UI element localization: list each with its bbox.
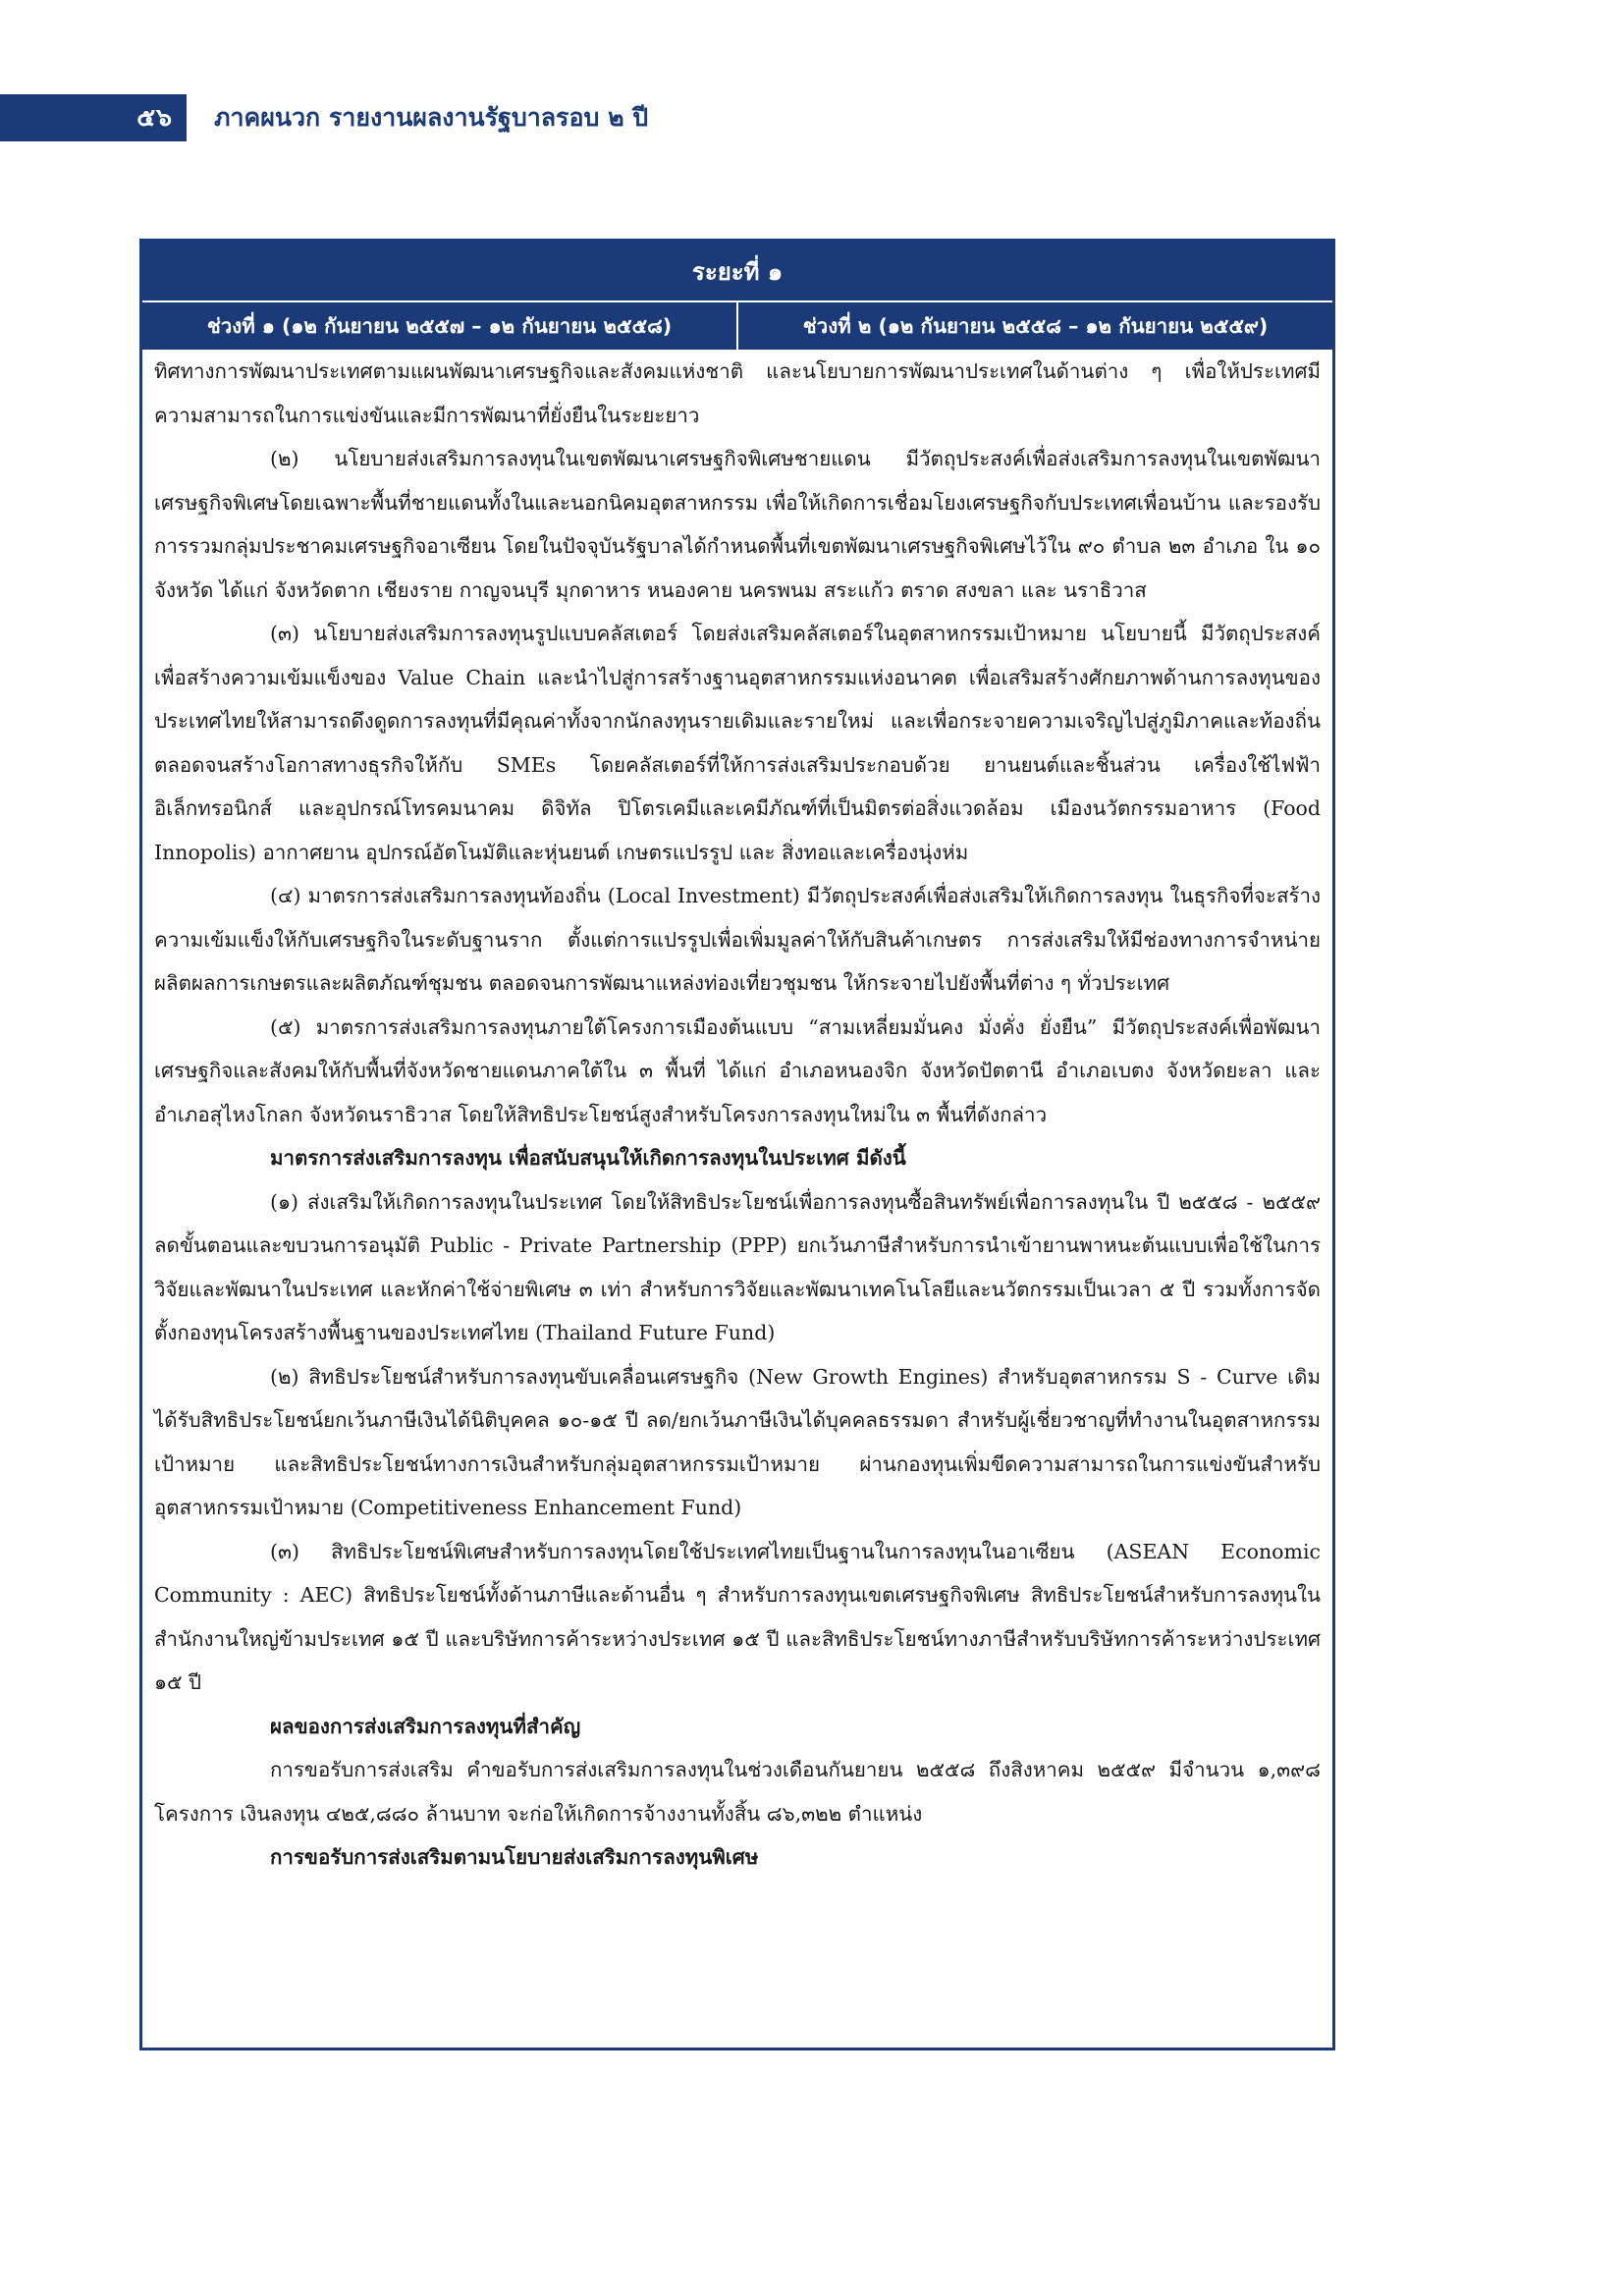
paragraph-cluster-policy: (๓) นโยบายส่งเสริมการลงทุนรูปแบบคลัสเตอร์ โดยส่งเสริมคลัสเตอร์ในอุตสาหกรรมเป้าหมาย นโยบายนี้ มีวัตถุประสงค์เพื่อสร้างความเข้มแข็งของ Value Chain และนำไปสู่การสร้างฐานอุตสาหกรรมแห่งอนาคต เพื่อเสริมสร้างศักยภาพด้านการลงทุนของประเทศไทยให้สามารถดึงดูดการลงทุนที่มีคุณค่าทั้งจากนักลงทุนรายเดิมและรายใหม่ และเพื่อกระจายความเจริญไปสู่ภูมิภาคและท้องถิ่น ตลอดจนสร้างโอกาสทางธุรกิจให้กับ SMEs โดยคลัสเตอร์ที่ให้การส่งเสริมประกอบด้วย ยานยนต์และชิ้นส่วน เครื่องใช้ไฟฟ้า อิเล็กทรอนิกส์ และอุปกรณ์โทรคมนาคม ดิจิทัล ปิโตรเคมีและเคมีภัณฑ์ที่เป็นมิตรต่อสิ่งแวดล้อม เมืองนวัตกรรมอาหาร (Food Innopolis) อากาศยาน อุปกรณ์อัตโนมัติและหุ่นยนต์ เกษตรแปรรูป และ สิ่งทอและเครื่องนุ่งห่ม (154, 622, 1321, 864)
paragraph-continuation: ทิศทางการพัฒนาประเทศตามแผนพัฒนาเศรษฐกิจและสังคมแห่งชาติ และนโยบายการพัฒนาประเทศในด้านต่าง ๆ เพื่อให้ประเทศมีความสามารถในการแข่งขันและมีการพัฒนาที่ยั่งยืนในระยะยาว (154, 359, 1321, 427)
heading-investment-results: ผลของการส่งเสริมการลงทุนที่สำคัญ (270, 1714, 581, 1738)
heading-special-policy-applications: การขอรับการส่งเสริมตามนโยบายส่งเสริมการลงทุนพิเศษ (270, 1845, 759, 1869)
period-2-header (736, 302, 1332, 350)
page-number-band (0, 94, 187, 141)
page-header-title: ภาคผนวก รายงานผลงานรัฐบาลรอบ ๒ ปี (214, 103, 649, 132)
heading-investment-measures: มาตรการส่งเสริมการลงทุน เพื่อสนับสนุนให้เกิดการลงทุนในประเทศ มีดังนี้ (270, 1146, 906, 1170)
content-table (139, 239, 1335, 2050)
paragraph-applications: การขอรับการส่งเสริม คำขอรับการส่งเสริมการลงทุนในช่วงเดือนกันยายน ๒๕๕๘ ถึงสิงหาคม ๒๕๕๙ มีจำนวน ๑,๓๙๘ โครงการ เงินลงทุน ๔๒๕,๘๘๐ ล้านบาท จะก่อให้เกิดการจ้างงานทั้งสิ้น ๘๖,๓๒๒ ตำแหน่ง (154, 1758, 1321, 1826)
period-1-label: ช่วงที่ ๑ (๑๒ กันยายน ๒๕๕๗ – ๑๒ กันยายน ๒๕๕๘) (206, 313, 673, 338)
paragraph-new-growth-engines: (๒) สิทธิประโยชน์สำหรับการลงทุนขับเคลื่อนเศรษฐกิจ (New Growth Engines) สำหรับอุตสาหกรรม S - Curve เดิม ได้รับสิทธิประโยชน์ยกเว้นภาษีเงินได้นิติบุคคล ๑๐-๑๕ ปี ลด/ยกเว้นภาษีเงินได้บุคคลธรรมดา สำหรับผู้เชี่ยวชาญที่ทำงานในอุตสาหกรรมเป้าหมาย และสิทธิประโยชน์ทางการเงินสำหรับกลุ่มอุตสาหกรรมเป้าหมาย ผ่านกองทุนเพิ่มขีดความสามารถในการแข่งขันสำหรับอุตสาหกรรมเป้าหมาย (Competitiveness Enhancement Fund) (154, 1364, 1321, 1519)
phase-label: ระยะที่ ๑ (691, 257, 784, 286)
period-2-label: ช่วงที่ ๒ (๑๒ กันยายน ๒๕๕๘ – ๑๒ กันยายน ๒๕๕๙) (802, 313, 1269, 338)
page-number: ๕๖ (136, 103, 173, 132)
period-header-row (142, 302, 1332, 350)
paragraph-border-sez-policy: (๒) นโยบายส่งเสริมการลงทุนในเขตพัฒนาเศรษฐกิจพิเศษชายแดน มีวัตถุประสงค์เพื่อส่งเสริมการลงทุนในเขตพัฒนาเศรษฐกิจพิเศษโดยเฉพาะพื้นที่ชายแดนทั้งในและนอกนิคมอุตสาหกรรม เพื่อให้เกิดการเชื่อมโยงเศรษฐกิจกับประเทศเพื่อนบ้าน และรองรับการรวมกลุ่มประชาคมเศรษฐกิจอาเซียน โดยในปัจจุบันรัฐบาลได้กำหนดพื้นที่เขตพัฒนาเศรษฐกิจพิเศษไว้ใน ๙๐ ตำบล ๒๓ อำเภอ ใน ๑๐ จังหวัด ได้แก่ จังหวัดตาก เชียงราย กาญจนบุรี มุกดาหาร หนองคาย นครพนม สระแก้ว ตราด สงขลา และ นราธิวาส (154, 447, 1321, 602)
paragraph-asean-base: (๓) สิทธิประโยชน์พิเศษสำหรับการลงทุนโดยใช้ประเทศไทยเป็นฐานในการลงทุนในอาเซียน (ASEAN Economic Community : AEC) สิทธิประโยชน์ทั้งด้านภาษีและด้านอื่น ๆ สำหรับการลงทุนเขตเศรษฐกิจพิเศษ สิทธิประโยชน์สำหรับการลงทุนในสำนักงานใหญ่ข้ามประเทศ ๑๕ ปี และบริษัทการค้าระหว่างประเทศ ๑๕ ปี และสิทธิประโยชน์ทางภาษีสำหรับบริษัทการค้าระหว่างประเทศ ๑๕ ปี (154, 1539, 1321, 1694)
table-body (142, 350, 1332, 1880)
phase-header (142, 242, 1332, 302)
paragraph-local-investment: (๔) มาตรการส่งเสริมการลงทุนท้องถิ่น (Local Investment) มีวัตถุประสงค์เพื่อส่งเสริมให้เกิดการลงทุน ในธุรกิจที่จะสร้างความเข้มแข็งให้กับเศรษฐกิจในระดับฐานราก ตั้งแต่การแปรรูปเพื่อเพิ่มมูลค่าให้กับสินค้าเกษตร การส่งเสริมให้มีช่องทางการจำหน่ายผลิตผลการเกษตรและผลิตภัณฑ์ชุมชน ตลอดจนการพัฒนาแหล่งท่องเที่ยวชุมชน ให้กระจายไปยังพื้นที่ต่าง ๆ ทั่วประเทศ (154, 884, 1321, 995)
paragraph-domestic-investment: (๑) ส่งเสริมให้เกิดการลงทุนในประเทศ โดยให้สิทธิประโยชน์เพื่อการลงทุนซื้อสินทรัพย์เพื่อการลงทุนใน ปี ๒๕๕๘ - ๒๕๕๙ ลดขั้นตอนและขบวนการอนุมัติ Public - Private Partnership (PPP) ยกเว้นภาษีสำหรับการนำเข้ายานพาหนะต้นแบบเพื่อใช้ในการวิจัยและพัฒนาในประเทศ และหักค่าใช้จ่ายพิเศษ ๓ เท่า สำหรับการวิจัยและพัฒนาเทคโนโลยีและนวัตกรรมเป็นเวลา ๕ ปี รวมทั้งการจัดตั้งกองทุนโครงสร้างพื้นฐานของประเทศไทย (Thailand Future Fund) (154, 1189, 1321, 1344)
period-1-header (142, 302, 736, 350)
paragraph-model-city: (๕) มาตรการส่งเสริมการลงทุนภายใต้โครงการเมืองต้นแบบ “สามเหลี่ยมมั่นคง มั่งคั่ง ยั่งยืน” มีวัตถุประสงค์เพื่อพัฒนาเศรษฐกิจและสังคมให้กับพื้นที่จังหวัดชายแดนภาคใต้ใน ๓ พื้นที่ ได้แก่ อำเภอหนองจิก จังหวัดปัตตานี อำเภอเบตง จังหวัดยะลา และอำเภอสุไหงโกลก จังหวัดนราธิวาส โดยให้สิทธิประโยชน์สูงสำหรับโครงการลงทุนใหม่ใน ๓ พื้นที่ดังกล่าว (154, 1014, 1321, 1126)
